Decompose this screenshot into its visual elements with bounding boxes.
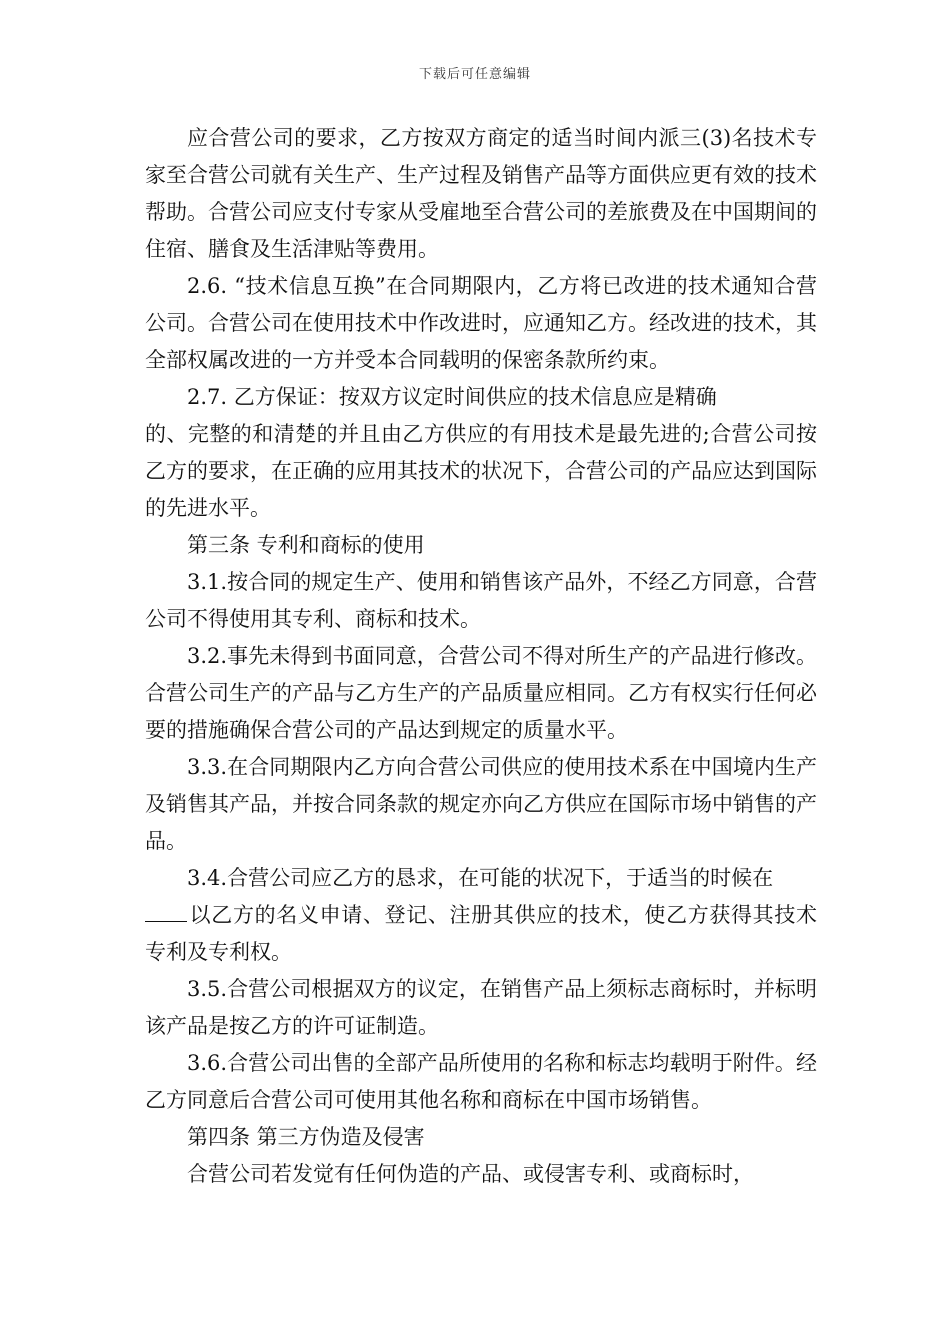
paragraph-3-1: 3.1.按合同的规定生产、使用和销售该产品外，不经乙方同意，合营公司不得使用其专利、商标和技术。 <box>145 570 817 631</box>
article-4-heading: 第四条 第三方伪造及侵害 <box>187 1125 425 1149</box>
blank-underline <box>145 903 187 922</box>
paragraph-3-4-continued <box>145 897 817 971</box>
paragraph-4-intro: 合营公司若发觉有任何伪造的产品、或侵害专利、或商标时， <box>187 1162 754 1186</box>
paragraph-3-4-continued-text: 以乙方的名义申请、登记、注册其供应的技术，使乙方获得其技术专利及专利权。 <box>145 903 817 964</box>
paragraph-3-5: 3.5.合营公司根据双方的议定，在销售产品上须标志商标时，并标明该产品是按乙方的许可证制造。 <box>145 977 817 1038</box>
paragraph-2-7: 2.7. 乙方保证：按双方议定时间供应的技术信息应是精确 <box>187 385 717 409</box>
page-header: 下载后可任意编辑 <box>418 67 531 82</box>
paragraph-3-2: 3.2.事先未得到书面同意，合营公司不得对所生产的产品进行修改。合营公司生产的产品与乙方生产的产品质量应相同。乙方有权实行任何必要的措施确保合营公司的产品达到规定的质量水平。 <box>145 644 817 742</box>
article-3-heading: 第三条 专利和商标的使用 <box>187 533 425 557</box>
paragraph-3-3: 3.3.在合同期限内乙方向合营公司供应的使用技术系在中国境内生产及销售其产品，并按合同条款的规定亦向乙方供应在国际市场中销售的产品。 <box>145 755 817 853</box>
paragraph-3-4: 3.4.合营公司应乙方的恳求，在可能的状况下，于适当的时候在 <box>187 866 774 890</box>
paragraph-3-6: 3.6.合营公司出售的全部产品所使用的名称和标志均载明于附件。经乙方同意后合营公司可使用其他名称和商标在中国市场销售。 <box>145 1051 817 1112</box>
paragraph-2-7-continued: 的、完整的和清楚的并且由乙方供应的有用技术是最先进的;合营公司按乙方的要求，在正确的应用其技术的状况下，合营公司的产品应达到国际的先进水平。 <box>145 422 817 520</box>
paragraph-tech-assistance: 应合营公司的要求，乙方按双方商定的适当时间内派三(3)名技术专家至合营公司就有关生产、生产过程及销售产品等方面供应更有效的技术帮助。合营公司应支付专家从受雇地至合营公司的差旅费及在中国期间的住宿、膳食及生活津贴等费用。 <box>145 126 817 261</box>
paragraph-2-6: 2.6. “技术信息互换”在合同期限内，乙方将已改进的技术通知合营公司。合营公司在使用技术中作改进时，应通知乙方。经改进的技术，其全部权属改进的一方并受本合同载明的保密条款所约束。 <box>145 274 817 372</box>
document-body <box>145 120 817 1193</box>
